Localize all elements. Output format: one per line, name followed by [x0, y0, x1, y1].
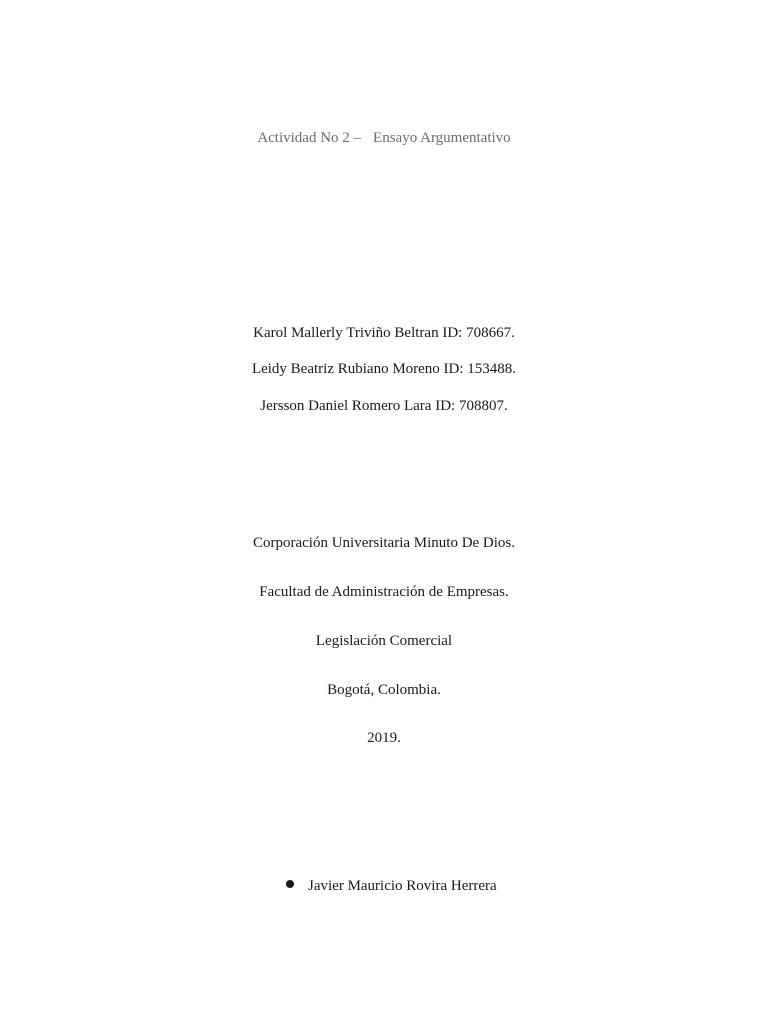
bullet-icon [286, 880, 294, 888]
faculty-name: Facultad de Administración de Empresas. [259, 584, 509, 600]
document-title [0, 128, 768, 148]
author-line: Leidy Beatriz Rubiano Moreno ID: 153488. [251, 361, 517, 377]
year: 2019. [367, 730, 401, 746]
location: Bogotá, Colombia. [327, 682, 441, 698]
teacher-list-item [286, 876, 497, 896]
university-name: Corporación Universitaria Minuto De Dios. [252, 535, 516, 551]
course-name: Legislación Comercial [315, 633, 453, 649]
author-line: Karol Mallerly Triviño Beltran ID: 708667. [253, 325, 515, 341]
teacher-name: Javier Mauricio Rovira Herrera [308, 878, 497, 894]
title-prefix: Actividad No 2 – [257, 130, 362, 146]
title-subject: Ensayo Argumentativo [373, 130, 511, 146]
author-line: Jersson Daniel Romero Lara ID: 708807. [260, 398, 508, 414]
